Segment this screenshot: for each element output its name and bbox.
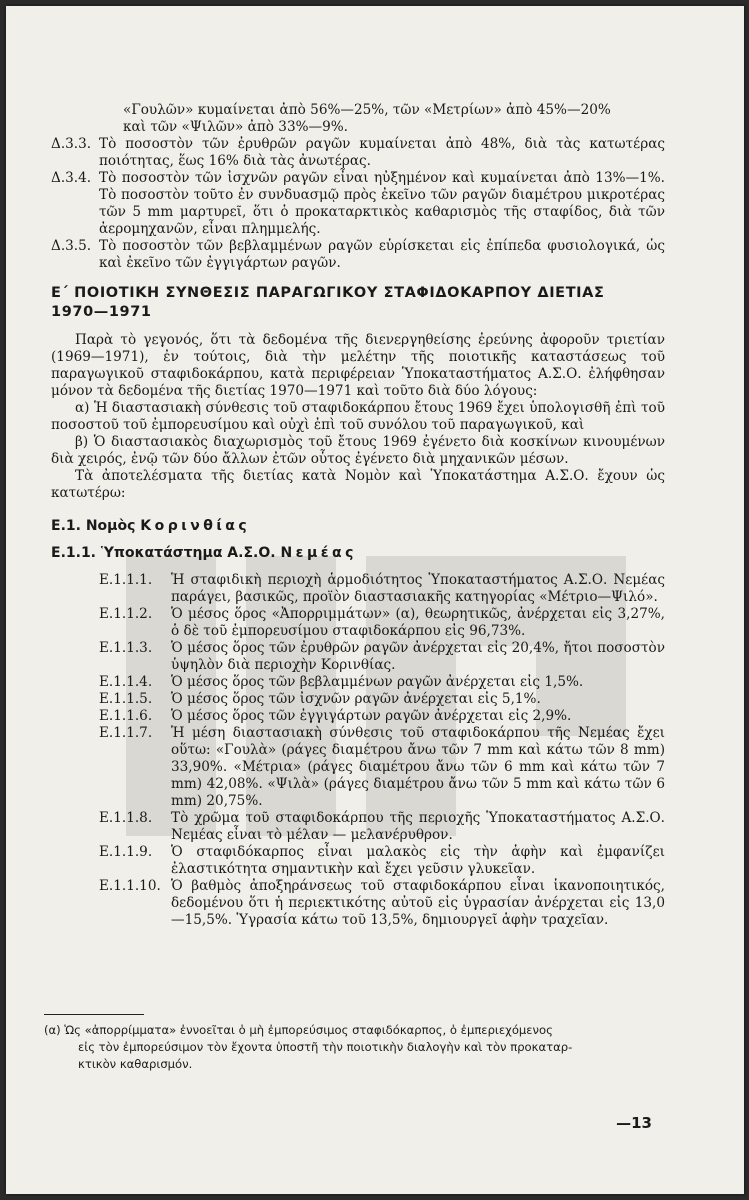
footnote-rule [44,1014,144,1015]
result-item [99,810,665,844]
top-line-2: καὶ τῶν «Ψιλῶν» ἀπὸ 33%—9%. [123,119,349,135]
intro-paragraph: Παρὰ τὸ γεγονός, ὅτι τὰ δεδομένα τῆς διενεργηθείσης ἐρεύνης ἀφοροῦν τριετίαν (1969—1971), ἐν τούτοις, διὰ τὴν μελέτην τῆς ποιοτικῆς καταστάσεως τοῦ παραγωγικοῦ σταφιδοκάρπου, κατὰ περιφέρειαν Ὑποκαταστήματος Α.Σ.Ο. ἐλήφθησαν μόνον τὰ δεδομένα τῆς διετίας 1970—1971 καὶ τοῦτο διὰ δύο λόγους: [51,332,665,399]
subsection-e1-name: Κορινθίας [140,518,251,534]
result-item-text: Ὁ μέσος ὅρος τῶν ἐρυθρῶν ραγῶν ἀνέρχεται εἰς 20,4%, ἤτοι ποσοστὸν ὑψηλὸν διὰ περιοχὴν Κορινθίας. [171,640,665,673]
results-list [99,572,665,929]
result-item-text: Ἡ μέση διαστασιακὴ σύνθεσις τοῦ σταφιδοκάρπου τῆς Νεμέας ἔχει οὕτω: «Γουλὰ» (ράγες διαμέτρου ἄνω τῶν 7 mm καὶ κάτω τῶν 8 mm) 33,90%. «Μέτρια» (ράγες διαμέτρου ἄνω τῶν 6 mm καὶ κάτω τῶν 7 mm) 42,08%. «Ψιλὰ» (ράγες διαμέτρου ἄνω τῶν 5 mm καὶ κάτω τῶν 6 mm) 20,75%. [171,725,665,809]
result-item [99,572,665,606]
item-d-3-4 [51,170,665,238]
item-number: Δ.3.4. [51,170,92,186]
result-item-number: Ε.1.1.5. [99,691,153,707]
item-number: Δ.3.3. [51,136,92,152]
footnote [44,1022,656,1073]
item-number: Δ.3.5. [51,238,92,254]
result-item [99,878,665,929]
result-item [99,708,665,725]
result-item [99,674,665,691]
result-item-number: Ε.1.1.2. [99,606,153,622]
result-item-text: Ἡ σταφιδικὴ περιοχὴ ἁρμοδιότητος Ὑποκαταστήματος Α.Σ.Ο. Νεμέας παράγει, βασικῶς, προϊὸν διαστασιακῆς κατηγορίας «Μέτριο—Ψιλό». [171,572,665,605]
result-item [99,640,665,674]
result-item-text: Ὁ βαθμὸς ἀποξηράνσεως τοῦ σταφιδοκάρπου εἶναι ἱκανοποιητικός, δεδομένου ὅτι ἡ περιεκτικότης αὐτοῦ εἰς ὑγρασίαν ἀνέρχεται εἰς 13,0—15,5%. Ὑγρασία κάτω τοῦ 13,5%, δημιουργεῖ ἁφὴν τραχεῖαν. [171,878,665,928]
footnote-line-1: (α) Ὡς «ἀπορρίμματα» ἐννοεῖται ὁ μὴ ἐμπορεύσιμος σταφιδόκαρπος, ὁ ἐμπεριεχόμενος [44,1023,553,1037]
result-item [99,844,665,878]
item-d-3-3 [51,136,665,170]
item-text: Τὸ ποσοστὸν τῶν ἰσχνῶν ραγῶν εἶναι ηὐξημένον καὶ κυμαίνεται ἀπὸ 13%—1%. Τὸ ποσοστὸν τοῦτο ἐν συνδυασμῷ πρὸς ἐκεῖνο τῶν ραγῶν διαμέτρου μικροτέρας τῶν 5 mm μαρτυρεῖ, ὅτι ὁ προκαταρκτικὸς καθαρισμὸς τῆς σταφίδος, διὰ τῶν ἀερομηχανῶν, εἶναι πλημμελής. [99,170,665,237]
results-intro: Τὰ ἀποτελέσματα τῆς διετίας κατὰ Νομὸν καὶ Ὑποκατάστημα Α.Σ.Ο. ἔχουν ὡς κατωτέρω: [51,468,665,501]
result-item [99,606,665,640]
result-item-number: Ε.1.1.7. [99,725,153,741]
subsection-e1 [51,518,665,535]
footnote-line-3: κτικὸν καθαρισμόν. [78,1057,193,1071]
result-item [99,725,665,810]
result-item-number: Ε.1.1.10. [99,878,161,894]
subsection-e11-name: Νεμέας [280,545,357,561]
reason-b: β) Ὁ διαστασιακὸς διαχωρισμὸς τοῦ ἔτους 1969 ἐγένετο διὰ κοσκίνων κινουμένων διὰ χειρός, ἐνῷ τῶν δύο ἄλλων ἐτῶν οὗτος ἐγένετο διὰ μηχανικῶν μέσων. [51,434,665,467]
page-number: —13 [616,1114,652,1132]
document-page [6,6,744,1194]
section-heading: Ε΄ ΠΟΙΟΤΙΚΗ ΣΥΝΘΕΣΙΣ ΠΑΡΑΓΩΓΙΚΟΥ ΣΤΑΦΙΔΟΚΑΡΠΟΥ ΔΙΕΤΙΑΣ [51,285,605,301]
reason-a: α) Ἡ διαστασιακὴ σύνθεσις τοῦ σταφιδοκάρπου ἔτους 1969 ἔχει ὑπολογισθῆ ἐπὶ τοῦ ποσοστοῦ τοῦ ἐμπορευσίμου καὶ οὐχὶ ἐπὶ τοῦ συνόλου τοῦ παραγωγικοῦ, καὶ [51,400,665,433]
item-text: Τὸ ποσοστὸν τῶν ἐρυθρῶν ραγῶν κυμαίνεται ἀπὸ 48%, διὰ τὰς κατωτέρας ποιότητας, ἕως 16% διὰ τὰς ἀνωτέρας. [99,136,665,169]
result-item [99,691,665,708]
subsection-e11 [51,545,665,562]
result-item-text: Τὸ χρῶμα τοῦ σταφιδοκάρπου τῆς περιοχῆς Ὑποκαταστήματος Α.Σ.Ο. Νεμέας εἶναι τὸ μέλαν — μελανέρυθρον. [171,810,665,843]
result-item-text: Ὁ μέσος ὅρος τῶν ἰσχνῶν ραγῶν ἀνέρχεται εἰς 5,1%. [171,691,541,707]
top-line-1: «Γουλῶν» κυμαίνεται ἀπὸ 56%—25%, τῶν «Μετρίων» ἀπὸ 45%—20% [123,102,611,118]
result-item-text: Ὁ μέσος ὅρος τῶν βεβλαμμένων ραγῶν ἀνέρχεται εἰς 1,5%. [171,674,584,690]
result-item-text: Ὁ σταφιδόκαρπος εἶναι μαλακὸς εἰς τὴν ἁφὴν καὶ ἐμφανίζει ἐλαστικότητα σημαντικὴν καὶ ἔχει γεῦσιν γλυκεῖαν. [171,844,665,877]
result-item-number: Ε.1.1.9. [99,844,153,860]
result-item-text: Ὁ μέσος ὅρος «Ἀπορριμμάτων» (α), θεωρητικῶς, ἀνέρχεται εἰς 3,27%, ὁ δὲ τοῦ ἐμπορευσίμου σταφιδοκάρπου εἰς 96,73%. [171,606,665,639]
subsection-e11-prefix: Ε.1.1. Ὑποκατάστημα Α.Σ.Ο. [51,545,276,561]
result-item-number: Ε.1.1.6. [99,708,153,724]
section-heading-years: 1970—1971 [51,304,152,320]
result-item-number: Ε.1.1.8. [99,810,153,826]
result-item-number: Ε.1.1.4. [99,674,153,690]
footnote-line-2: εἰς τὸν ἐμπορεύσιμον τὸν ἔχοντα ὑποστῆ τὴν ποιοτικὴν διαλογὴν καὶ τὸν προκαταρ- [78,1040,573,1054]
result-item-text: Ὁ μέσος ὅρος τῶν ἐγγιγάρτων ραγῶν ἀνέρχεται εἰς 2,9%. [171,708,572,724]
result-item-number: Ε.1.1.1. [99,572,153,588]
item-text: Τὸ ποσοστὸν τῶν βεβλαμμένων ραγῶν εὑρίσκεται εἰς ἐπίπεδα φυσιολογικά, ὡς καὶ ἐκεῖνο τῶν ἐγγιγάρτων ραγῶν. [99,238,665,271]
result-item-number: Ε.1.1.3. [99,640,153,656]
subsection-e1-prefix: Ε.1. Νομὸς [51,518,136,534]
main-text [51,102,665,929]
item-d-3-5 [51,238,665,272]
